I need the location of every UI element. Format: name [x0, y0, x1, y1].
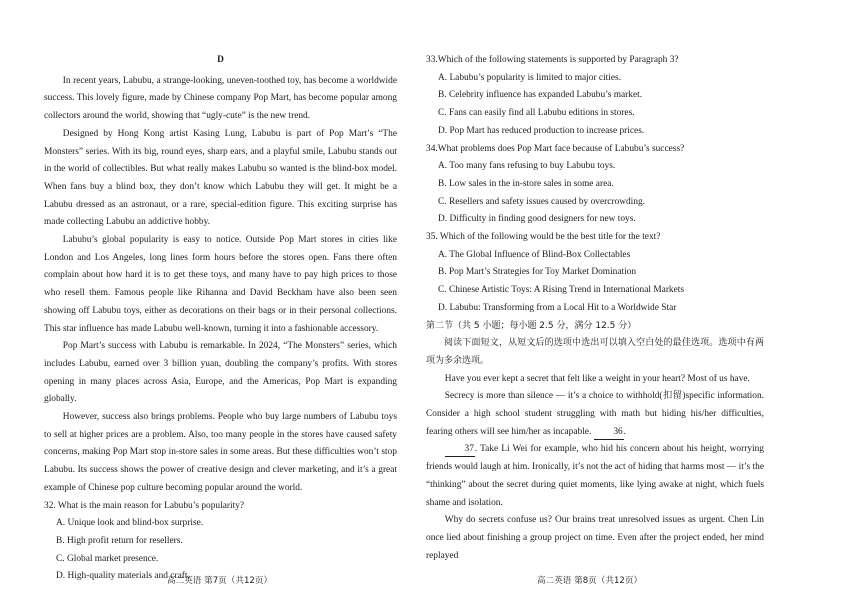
question-35-option-d: D. Labubu: Transforming from a Local Hit to a Worldwide Star — [438, 302, 677, 313]
passage-paragraph-1: In recent years, Labubu, a strange-looking, uneven-toothed toy, has become a worldwide success. This lovely figure, made by Chinese company Pop Mart, has become popular among collectors around the world, showing that “ugly-cute” is the new trend. — [44, 75, 397, 122]
question-32-option-a: A. Unique look and blind-box surprise. — [56, 518, 204, 529]
right-column — [426, 52, 764, 565]
section-2-heading: 第二节（共 5 小题；每小题 2.5 分，满分 12.5 分） — [426, 320, 637, 331]
section-2-instructions: 阅读下面短文，从短文后的选项中选出可以填入空白处的最佳选项。选项中有两项为多余选项。 — [426, 338, 764, 366]
cloze-paragraph-2-text: Secrecy is more than silence — it’s a choice to withhold(扣留)specific information. Consider a high school student struggling with math but hiding his/her difficulties, fearing others will see him/her as incapable. — [426, 391, 764, 437]
cloze-paragraph-1: Have you ever kept a secret that felt like a weight in your heart? Most of us have. — [444, 373, 750, 384]
page-footer-left: 高二英语 第7页（共12页） — [167, 576, 273, 586]
cloze-paragraph-2: Secrecy is more than silence — it’s a choice to withhold(扣留)specific information. Consider a high school student struggling with math but hiding his/her difficulties, fearing others will see him/her as incapable. 36. — [426, 388, 764, 441]
question-32-option-d: D. High-quality materials and craft. — [56, 571, 190, 582]
question-34-stem: 34.What problems does Pop Mart face because of Labubu’s success? — [426, 143, 685, 154]
question-35-option-c: C. Chinese Artistic Toys: A Rising Trend in International Markets — [438, 285, 685, 296]
passage-paragraph-3: Labubu’s global popularity is easy to notice. Outside Pop Mart stores in cities like London and Los Angeles, long lines form hours before the stores open. Fans there often complain about how hard it is to get these toys, and many have to pay high prices to those who resell them. Famous people like Rihanna and David Beckham have also been seen showing off Labubu toys, either as decorations on their bags or in their personal collections. This star influence has made Labubu well-known, turning it into a fashionable accessory. — [44, 235, 397, 334]
blank-36: 36 — [594, 426, 624, 440]
passage-paragraph-5: However, success also brings problems. People who buy large numbers of Labubu toys to sell at higher prices are a problem. Also, too many people in the stores have caused safety concerns, making Pop Mart stop in-store sales in some areas. But these difficulties won’t stop Labubu. Its success shows the power of creative design and clever marketing, and it’s a great example of Chinese pop culture becoming popular around the world. — [44, 412, 397, 493]
cloze-paragraph-3 — [426, 441, 764, 512]
question-34-option-a: A. Too many fans refusing to buy Labubu toys. — [438, 161, 616, 172]
question-35-option-a: A. The Global Influence of Blind-Box Collectables — [438, 249, 631, 260]
question-34-option-c: C. Resellers and safety issues caused by overcrowding. — [438, 196, 645, 207]
question-33-option-c: C. Fans can easily find all Labubu editions in stores. — [438, 108, 635, 119]
passage-paragraph-4: Pop Mart’s success with Labubu is remarkable. In 2024, “The Monsters” series, which includes Labubu, earned over 3 billion yuan, doubling the company’s profits. With stores opening in many places across Asia, Europe, and the Americas, Pop Mart is expanding globally. — [44, 341, 397, 405]
question-33-option-d: D. Pop Mart has reduced production to increase prices. — [438, 125, 645, 136]
left-column — [44, 52, 397, 586]
question-35-option-b: B. Pop Mart’s Strategies for Toy Market Domination — [438, 267, 637, 278]
question-35-stem: 35. Which of the following would be the best title for the text? — [426, 232, 661, 243]
question-34-option-d: D. Difficulty in finding good designers for new toys. — [438, 214, 636, 225]
question-33-option-a: A. Labubu’s popularity is limited to major cities. — [438, 72, 622, 83]
page-footer-right: 高二英语 第8页（共12页） — [537, 576, 643, 586]
question-33-stem: 33.Which of the following statements is supported by Paragraph 3? — [426, 55, 679, 65]
question-34-option-b: B. Low sales in the in-store sales in some area. — [438, 178, 614, 189]
section-label: D — [217, 55, 224, 65]
question-32-option-b: B. High profit return for resellers. — [56, 535, 183, 546]
blank-37: 37 — [445, 443, 475, 457]
cloze-paragraph-3-text: . Take Li Wei for example, who hid his concern about his height, worrying friends would laugh at him. Ironically, it’s not the act of hiding that harms most — it’s the “thinking” about the secret during quiet moments, like lying awake at night, which fuels shame and isolation. — [426, 444, 764, 508]
question-33-option-b: B. Celebrity influence has expanded Labubu’s market. — [438, 90, 643, 101]
cloze-paragraph-4: Why do secrets confuse us? Our brains treat unresolved issues as urgent. Chen Lin once lied about finishing a group project on time. Even after the project ended, her mind replayed — [426, 515, 764, 561]
question-32-stem: 32. What is the main reason for Labubu’s popularity? — [44, 500, 245, 511]
question-32-option-c: C. Global market presence. — [56, 553, 159, 564]
passage-paragraph-2: Designed by Hong Kong artist Kasing Lung, Labubu is part of Pop Mart’s “The Monsters” series. With its big, round eyes, sharp ears, and a playful smile, Labubu stands out in the world of collectibles. But what really makes Labubu so wanted is the blind-box model. When fans buy a blind box, they don’t know which Labubu they will get. It might be a Labubu dressed as an astronaut, or a rare, special-edition figure. This exciting surprise has made collecting Labubu an addictive hobby. — [44, 128, 397, 228]
